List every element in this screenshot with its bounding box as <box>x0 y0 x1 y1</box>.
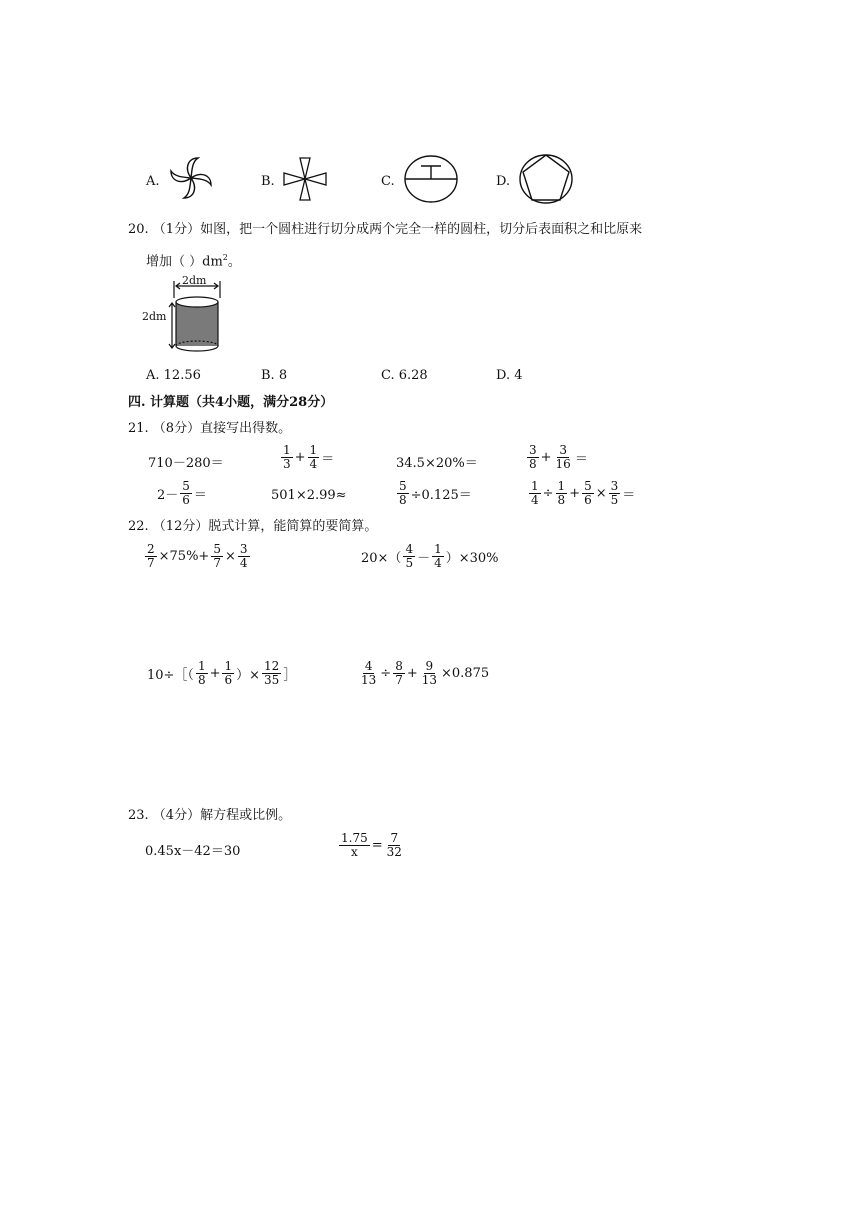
denominator: 6 <box>224 673 233 687</box>
q21-r1-c2 <box>280 444 335 471</box>
denominator: 5 <box>610 493 619 507</box>
fraction <box>420 660 439 687</box>
numerator: 1 <box>283 443 291 457</box>
q20-line2-sup: 2 <box>222 253 228 262</box>
prefix: 20×（ <box>361 551 402 566</box>
q22-expr1 <box>144 543 251 570</box>
middle-text: ）× <box>236 668 261 683</box>
q20-line2-end: 。 <box>227 254 241 270</box>
fraction <box>281 444 293 471</box>
numerator: 5 <box>399 479 407 493</box>
suffix: ］ <box>283 668 297 683</box>
fraction <box>359 660 378 687</box>
denominator: 6 <box>584 493 592 507</box>
numerator: 9 <box>425 659 434 673</box>
q21-r2-c3 <box>396 480 473 507</box>
denominator: 3 <box>283 457 291 471</box>
fraction <box>308 444 320 471</box>
operator: + <box>209 666 221 681</box>
numerator: 1 <box>224 659 233 673</box>
denominator: x <box>350 845 358 859</box>
operator: － <box>417 551 431 566</box>
q21-r2-c2 <box>270 488 348 503</box>
equals: ＝ <box>193 488 207 503</box>
denominator: 7 <box>147 556 155 570</box>
fraction <box>529 480 541 507</box>
cylinder-side-label: 2dm <box>142 310 167 323</box>
fraction <box>196 660 208 687</box>
q20-option-a: A. 12.56 <box>146 368 201 383</box>
q23-eq1-text: 0.45x－42＝30 <box>145 844 241 859</box>
equals: ＝ <box>622 488 636 503</box>
numerator: 1.75 <box>341 831 368 845</box>
operator: + <box>569 486 581 501</box>
fraction <box>222 660 234 687</box>
q20-option-c: C. 6.28 <box>381 368 428 383</box>
numerator: 3 <box>529 443 537 457</box>
fraction <box>180 480 192 507</box>
numerator: 4 <box>405 542 414 556</box>
q23-eq1 <box>144 840 241 859</box>
denominator: 35 <box>264 673 280 687</box>
prefix: 2－ <box>157 488 179 503</box>
denominator: 8 <box>529 457 537 471</box>
denominator: 16 <box>555 457 571 471</box>
numerator: 7 <box>390 831 399 845</box>
denominator: 4 <box>239 556 248 570</box>
denominator: 13 <box>421 673 438 687</box>
pentagon-in-circle-icon <box>518 153 574 205</box>
fraction <box>339 832 370 859</box>
q19-option-c-label: C. <box>381 174 395 189</box>
operator: + <box>540 450 552 465</box>
q19-option-b-label: B. <box>261 174 275 189</box>
q21-r2-c4 <box>528 480 636 507</box>
denominator: 7 <box>395 673 403 687</box>
numerator: 3 <box>559 443 567 457</box>
denominator: 8 <box>399 493 407 507</box>
numerator: 5 <box>584 479 592 493</box>
fraction <box>403 543 415 570</box>
denominator: 32 <box>386 845 402 859</box>
numerator: 1 <box>434 542 442 556</box>
operator: ÷ <box>380 666 392 681</box>
q21-title: 21. （8分）直接写出得数。 <box>128 421 292 436</box>
q20-question-line1: 20. （1分）如图，把一个圆柱进行切分成两个完全一样的圆柱，切分后表面积之和比原来 <box>128 222 643 237</box>
denominator: 4 <box>309 457 318 471</box>
operator: = <box>371 838 383 853</box>
denominator: 4 <box>434 556 442 570</box>
operator: + <box>294 450 306 465</box>
numerator: 1 <box>197 659 206 673</box>
numerator: 2 <box>147 542 155 556</box>
fraction <box>238 543 250 570</box>
q23-title: 23. （4分）解方程或比例。 <box>128 808 292 823</box>
q20-line2-text: 增加（ ）dm <box>146 254 223 270</box>
denominator: 13 <box>361 673 377 687</box>
numerator: 4 <box>364 659 373 673</box>
operator: × <box>224 549 236 564</box>
numerator: 3 <box>239 542 248 556</box>
suffix: ×0.875 <box>441 666 490 681</box>
bowtie-cross-icon <box>282 156 328 202</box>
numerator: 1 <box>557 479 566 493</box>
q21-r1-c3 <box>395 452 479 471</box>
numerator: 8 <box>395 659 403 673</box>
middle-text: ×75%+ <box>158 549 210 564</box>
circle-with-t-icon <box>403 154 459 204</box>
cylinder-figure <box>140 276 230 356</box>
equals: ＝ <box>574 452 588 467</box>
numerator: 1 <box>531 479 539 493</box>
denominator: 6 <box>182 493 190 507</box>
q21-r2-c1 <box>156 480 208 507</box>
denominator: 5 <box>405 556 414 570</box>
numerator: 12 <box>264 659 280 673</box>
q22-expr2 <box>360 543 500 570</box>
q21-r2-c2-text: 501×2.99≈ <box>271 488 347 503</box>
cylinder-top-label: 2dm <box>182 274 207 287</box>
q21-r1-c1-text: 710－280＝ <box>148 456 224 471</box>
fraction <box>211 543 223 570</box>
prefix: 10÷［（ <box>147 668 194 683</box>
fraction <box>582 480 594 507</box>
denominator: 7 <box>213 556 221 570</box>
denominator: 8 <box>197 673 206 687</box>
suffix: ÷0.125＝ <box>410 488 472 503</box>
operator: × <box>595 486 607 501</box>
q21-r1-c3-text: 34.5×20%＝ <box>396 456 478 471</box>
operator: + <box>406 666 418 681</box>
operator: ÷ <box>542 486 554 501</box>
fraction <box>397 480 409 507</box>
numerator: 1 <box>309 443 318 457</box>
q19-option-d-label: D. <box>496 174 511 189</box>
q20-question-line2 <box>146 250 241 270</box>
denominator: 4 <box>531 493 539 507</box>
fraction <box>385 832 404 859</box>
fraction <box>432 543 444 570</box>
section4-title: 四. 计算题（共4小题，满分28分） <box>128 395 334 410</box>
denominator: 8 <box>557 493 566 507</box>
fraction <box>393 660 405 687</box>
q22-expr4 <box>358 660 490 687</box>
fraction <box>554 444 573 471</box>
fraction <box>609 480 621 507</box>
numerator: 3 <box>610 479 619 493</box>
q20-option-d: D. 4 <box>496 368 523 383</box>
q23-eq2 <box>338 832 405 859</box>
numerator: 5 <box>213 542 221 556</box>
q21-r1-c4 <box>526 444 589 471</box>
fraction <box>556 480 568 507</box>
equals: ＝ <box>321 452 335 467</box>
pinwheel-icon <box>166 154 216 202</box>
numerator: 5 <box>182 479 190 493</box>
q22-expr3 <box>146 660 297 687</box>
q20-option-b: B. 8 <box>261 368 288 383</box>
q22-title: 22. （12分）脱式计算，能简算的要简算。 <box>128 519 378 534</box>
fraction <box>145 543 157 570</box>
fraction <box>527 444 539 471</box>
fraction <box>262 660 281 687</box>
q19-option-a-label: A. <box>146 174 160 189</box>
suffix: ）×30% <box>445 551 499 566</box>
q21-r1-c1 <box>147 452 225 471</box>
